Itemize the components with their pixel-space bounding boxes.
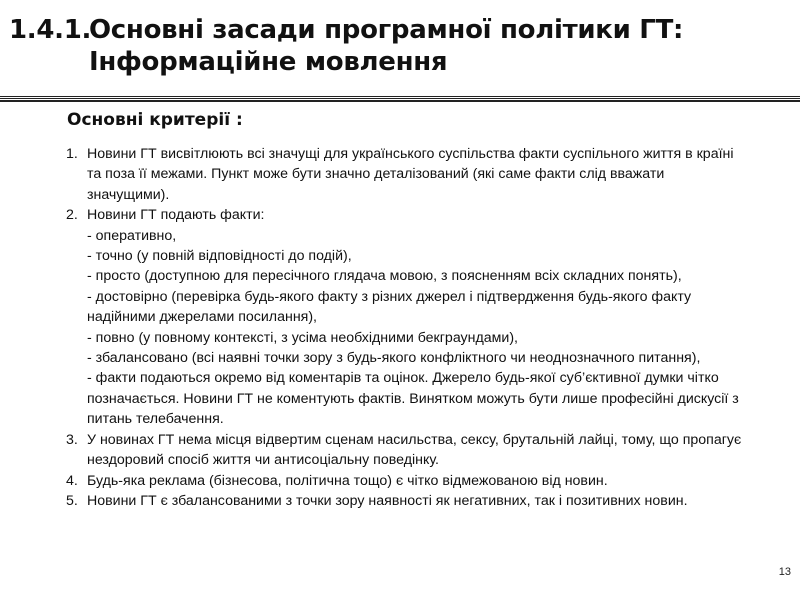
title-divider: [0, 96, 800, 102]
criteria-list: [66, 144, 746, 511]
title-divider-line-3: [0, 100, 800, 102]
requirement-separate-commentary: - факти подаються окремо від коментарів та оцінок. Джерело будь-якої суб’єктивної думки чітко позначається. Новини ГТ не коментують фактів. Винятком можуть бути лише професійні дискусії з питань телебачення.: [87, 370, 739, 428]
criteria-item-marker: 1.: [66, 146, 78, 162]
page-number: 13: [778, 566, 791, 578]
slide-title-text-1: Основні засади програмної політики ГТ:: [89, 15, 684, 45]
slide-title-number: 1.4.1.: [9, 15, 92, 45]
slide-title-line-2: Інформаційне мовлення: [89, 47, 448, 77]
criteria-item-text: Новини ГТ є збалансованими з точки зору наявності як негативних, так і позитивних новин.: [87, 492, 688, 509]
slide-title-line-1: [9, 15, 683, 45]
criteria-item-marker: 4.: [66, 472, 78, 489]
requirement-accurately: - точно (у повній відповідності до подій),: [87, 248, 352, 265]
criteria-item-text: Новини ГТ подають факти:: [87, 207, 265, 224]
requirement-simply: - просто (доступною для пересічного глядача мовою, з поясненням всіх складних понять),: [87, 268, 682, 285]
criteria-item-text: Новини ГТ висвітлюють всі значущі для українського суспільства факти суспільного життя в країні та поза її межами. Пункт може бути значно деталізований (які саме факти слід вважати значущими).: [87, 146, 734, 203]
criteria-item-2: [66, 205, 746, 429]
requirement-fully: - повно (у повному контексті, з усіма необхідними бекграундами),: [87, 329, 518, 346]
fact-requirements-list: [87, 226, 746, 430]
requirement-reliably: - достовірно (перевірка будь-якого факту з різних джерел і підтвердження будь-якого факту надійними джерелами посилання),: [87, 288, 692, 326]
title-divider-line-1: [0, 96, 800, 97]
criteria-item-5: [66, 491, 746, 511]
criteria-item-marker: 5.: [66, 492, 78, 509]
requirement-promptly: - оперативно,: [87, 227, 177, 244]
criteria-item-text: Будь-яка реклама (бізнесова, політична тощо) є чітко відмежованою від новин.: [87, 472, 608, 489]
criteria-item-marker: 2.: [66, 207, 78, 224]
title-divider-line-2: [0, 98, 800, 99]
criteria-heading: Основні критерії :: [67, 110, 243, 130]
criteria-item-4: [66, 471, 746, 491]
criteria-item-1: [66, 144, 746, 205]
requirement-balanced: - збалансовано (всі наявні точки зору з будь-якого конфліктного чи неоднозначного питання),: [87, 350, 701, 367]
criteria-item-3: [66, 430, 746, 471]
criteria-item-marker: 3.: [66, 431, 78, 448]
criteria-item-text: У новинах ГТ нема місця відвертим сценам насильства, сексу, брутальній лайці, тому, що пропагує нездоровий спосіб життя чи антисоціальну поведінку.: [87, 431, 742, 469]
slide-title: [9, 14, 791, 78]
